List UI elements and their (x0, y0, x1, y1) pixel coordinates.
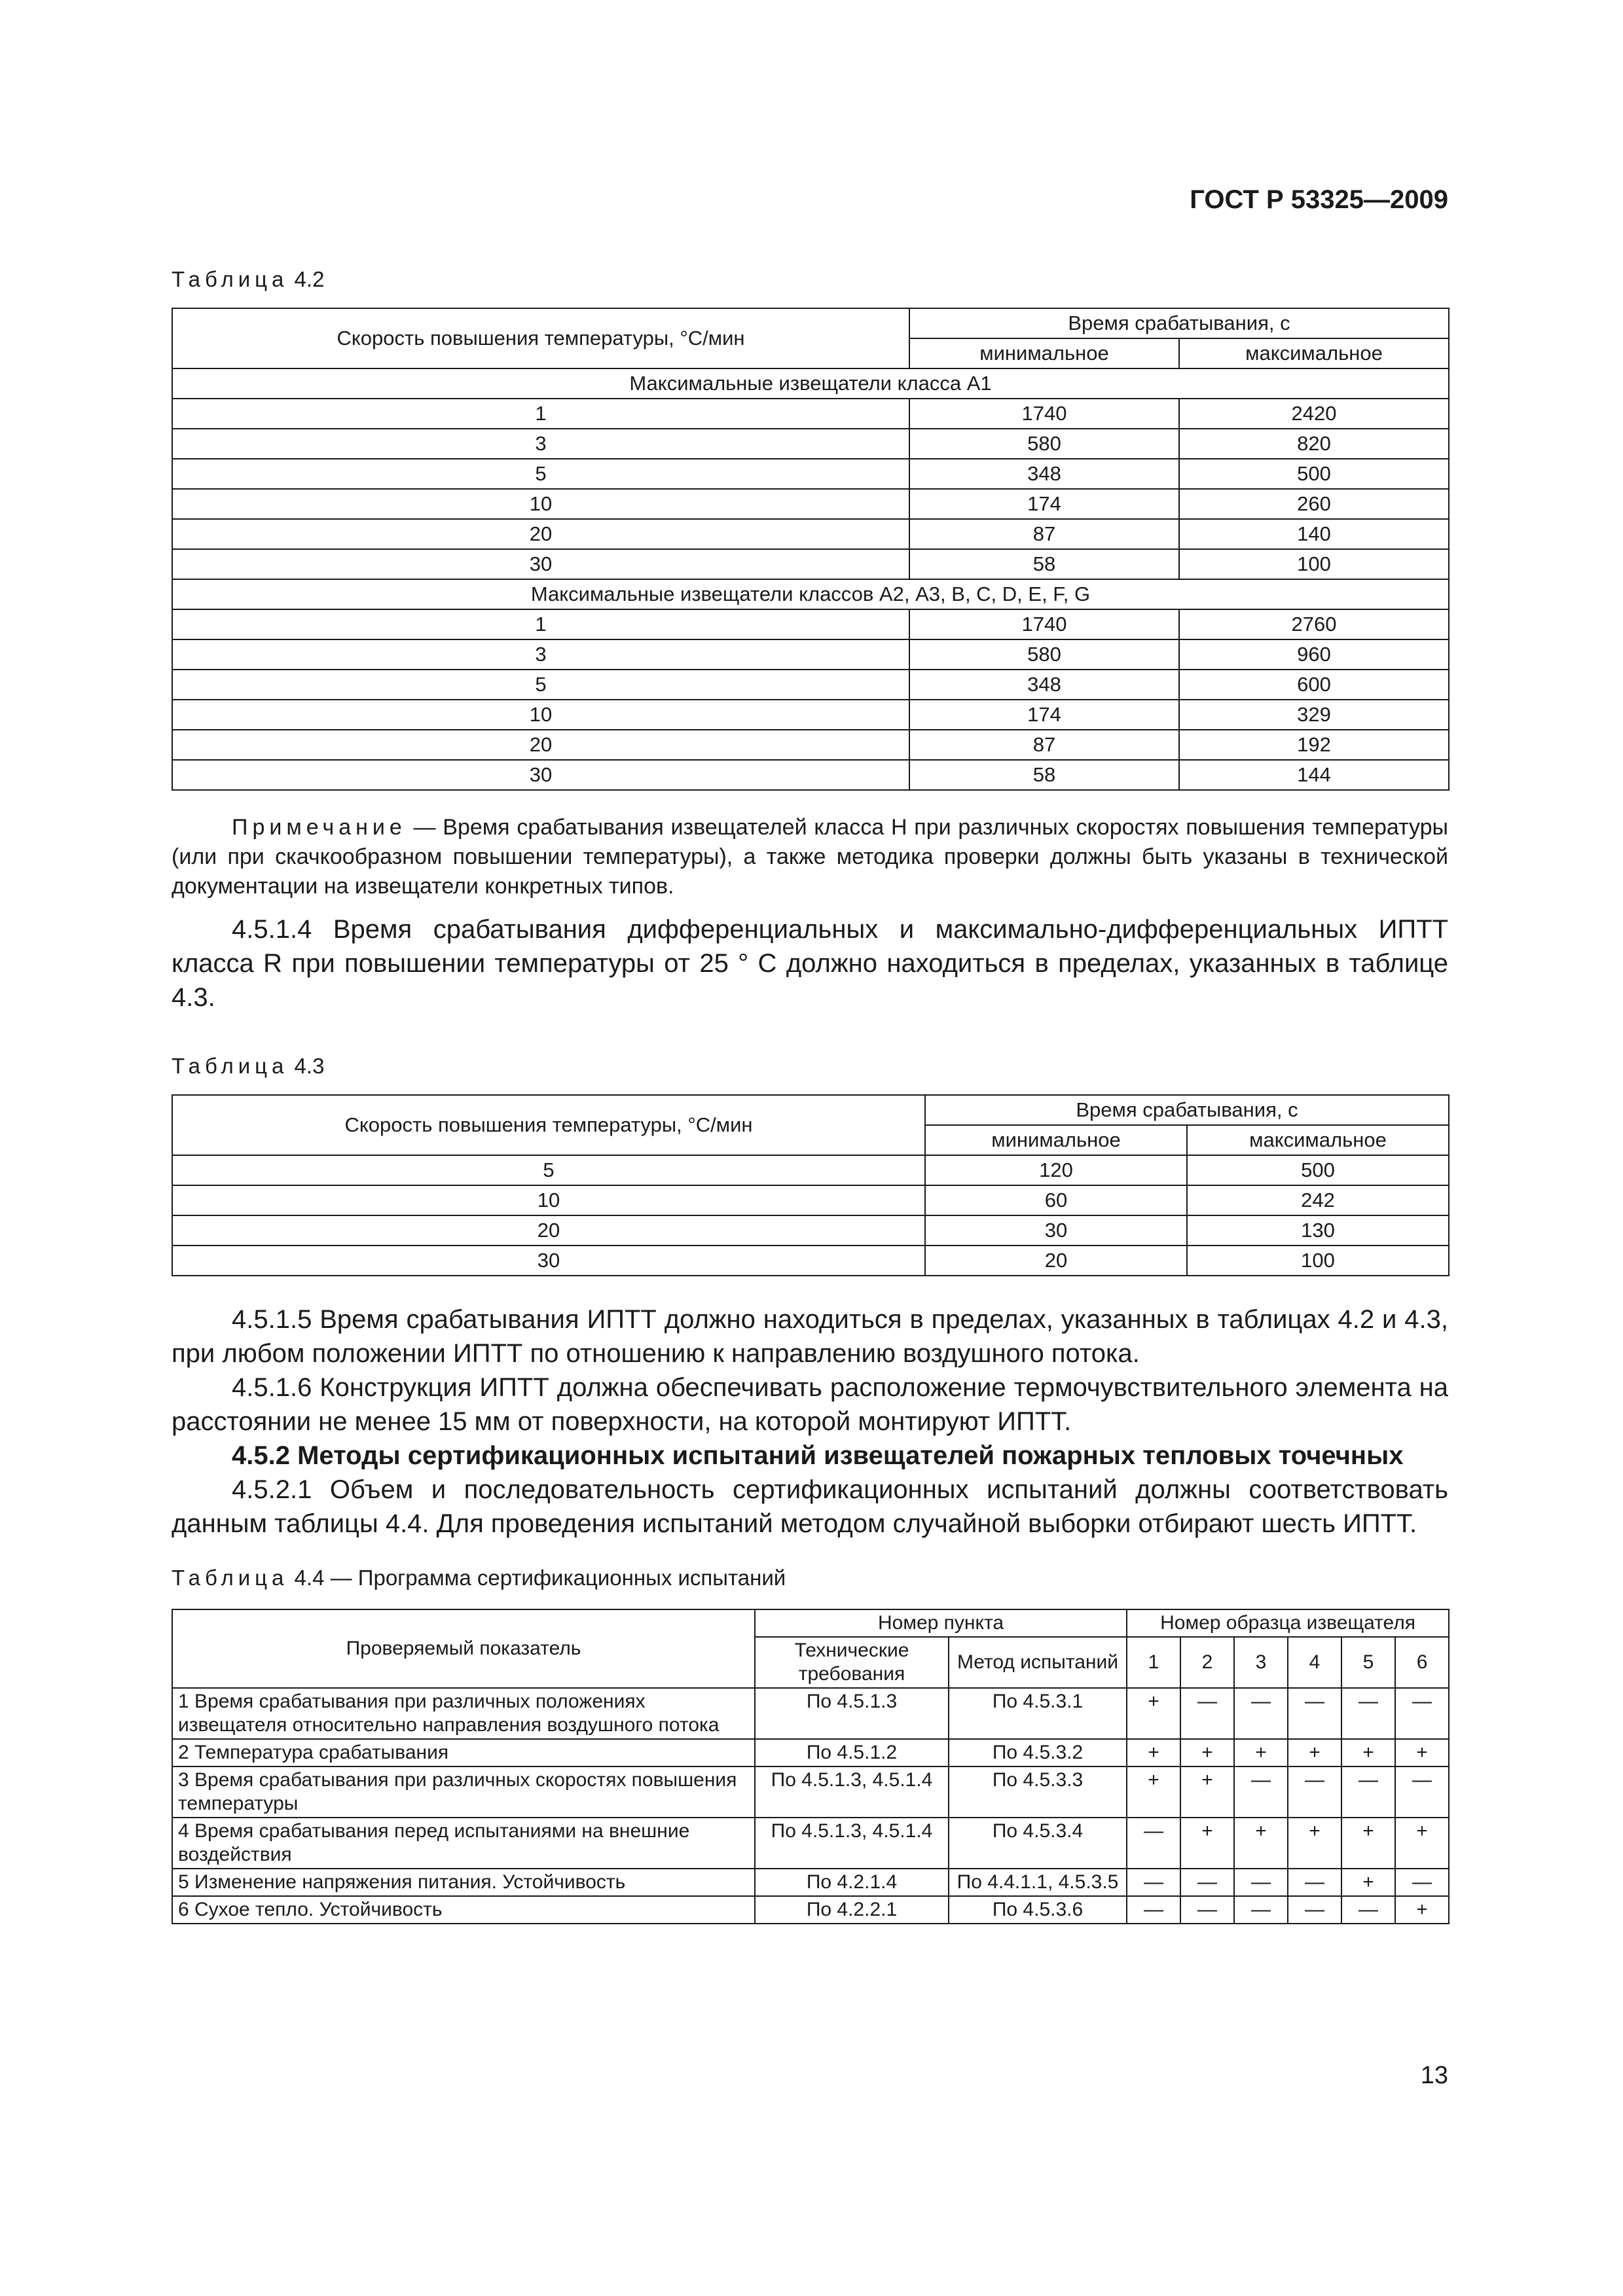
cell-sample-mark: + (1341, 1818, 1395, 1869)
group-row (172, 368, 1449, 399)
cell-sample-mark: — (1288, 1869, 1341, 1896)
paragraph-4-5-1-4: 4.5.1.4 Время срабатывания дифференциальных и максимально-дифференциальных ИПТТ класса R при повышении температуры от 25 ° С должно находиться в пределах, указанных в таблице 4.3. (172, 915, 1448, 1012)
cell-sample-mark: — (1341, 1688, 1395, 1739)
cell-sample-mark: — (1288, 1688, 1341, 1739)
cell-min-time: 60 (925, 1185, 1187, 1215)
cell-max-time: 192 (1179, 730, 1449, 760)
cell-max-time: 100 (1187, 1246, 1449, 1276)
cell-sample-mark: — (1288, 1767, 1341, 1818)
section-heading-4-5-2: 4.5.2 Методы сертификационных испытаний извещателей пожарных тепловых точечных (232, 1441, 1404, 1470)
cell-max-time: 144 (1179, 760, 1449, 790)
header-speed: Скорость повышения температуры, °С/мин (172, 1095, 925, 1155)
cell-max-time: 960 (1179, 639, 1449, 670)
cell-min-time: 87 (909, 730, 1179, 760)
cell-min-time: 1740 (909, 399, 1179, 429)
header-min: минимальное (925, 1125, 1187, 1155)
table-row (172, 459, 1449, 489)
table-row (172, 489, 1449, 519)
caption-label: Таблица (172, 1054, 289, 1078)
caption-label: Таблица (172, 1566, 289, 1590)
cell-sample-mark: — (1395, 1688, 1449, 1739)
cell-speed: 20 (172, 730, 909, 760)
cell-sample-mark: — (1234, 1688, 1288, 1739)
cell-test-method: По 4.5.3.2 (949, 1739, 1127, 1767)
cell-sample-mark: — (1127, 1818, 1180, 1869)
cell-speed: 30 (172, 549, 909, 579)
table-4-3-caption (172, 1054, 324, 1079)
cell-max-time: 329 (1179, 700, 1449, 730)
cell-sample-mark: + (1127, 1688, 1180, 1739)
caption-title: — Программа сертификационных испытаний (324, 1566, 786, 1590)
cell-test-method: По 4.5.3.3 (949, 1767, 1127, 1818)
cell-test-method: По 4.4.1.1, 4.5.3.5 (949, 1869, 1127, 1896)
header-response-time: Время срабатывания, с (909, 308, 1449, 338)
table-row (172, 639, 1449, 670)
group-label: Максимальные извещатели класса А1 (172, 368, 1449, 399)
cell-min-time: 348 (909, 459, 1179, 489)
header-test-method: Метод испытаний (949, 1637, 1127, 1688)
cell-speed: 1 (172, 399, 909, 429)
cell-min-time: 580 (909, 429, 1179, 459)
cell-min-time: 58 (909, 549, 1179, 579)
table-4-4 (172, 1609, 1450, 1924)
cell-speed: 5 (172, 670, 909, 700)
cell-speed: 20 (172, 519, 909, 549)
cell-indicator: 5 Изменение напряжения питания. Устойчивость (172, 1869, 755, 1896)
cell-sample-mark: + (1395, 1896, 1449, 1924)
cell-test-method: По 4.5.3.6 (949, 1896, 1127, 1924)
cell-sample-mark: + (1234, 1739, 1288, 1767)
cell-max-time: 140 (1179, 519, 1449, 549)
cell-sample-mark: — (1341, 1896, 1395, 1924)
cell-sample-mark: + (1341, 1869, 1395, 1896)
table-row (172, 1246, 1449, 1276)
cell-sample-mark: — (1341, 1767, 1395, 1818)
cell-sample-mark: — (1234, 1767, 1288, 1818)
table-row (172, 1688, 1449, 1739)
table-4-2-note (172, 813, 1448, 901)
cell-speed: 5 (172, 1155, 925, 1185)
note-label: Примечание (232, 815, 407, 840)
cell-test-method: По 4.5.3.1 (949, 1688, 1127, 1739)
cell-sample-mark: + (1127, 1739, 1180, 1767)
cell-indicator: 2 Температура срабатывания (172, 1739, 755, 1767)
table-row (172, 1215, 1449, 1246)
table-row (172, 1739, 1449, 1767)
cell-speed: 10 (172, 489, 909, 519)
header-max: максимальное (1179, 338, 1449, 368)
cell-sample-mark: + (1180, 1767, 1234, 1818)
cell-min-time: 174 (909, 700, 1179, 730)
paragraph-4-5-1-5: 4.5.1.5 Время срабатывания ИПТТ должно находиться в пределах, указанных в таблицах 4.2 и 4.3, при любом положении ИПТТ по отношению к направлению воздушного потока. (172, 1305, 1448, 1368)
header-sample-4: 4 (1288, 1637, 1341, 1688)
table-row (172, 1767, 1449, 1818)
table-header-row (172, 308, 1449, 338)
cell-sample-mark: — (1127, 1869, 1180, 1896)
header-min: минимальное (909, 338, 1179, 368)
cell-max-time: 820 (1179, 429, 1449, 459)
cell-tech-requirements: По 4.5.1.2 (755, 1739, 949, 1767)
cell-min-time: 1740 (909, 609, 1179, 639)
cell-sample-mark: + (1234, 1818, 1288, 1869)
cell-tech-requirements: По 4.2.1.4 (755, 1869, 949, 1896)
cell-sample-mark: + (1288, 1739, 1341, 1767)
cell-sample-mark: — (1180, 1896, 1234, 1924)
cell-sample-mark: + (1288, 1818, 1341, 1869)
table-row (172, 1818, 1449, 1869)
cell-min-time: 174 (909, 489, 1179, 519)
header-max: максимальное (1187, 1125, 1449, 1155)
cell-speed: 20 (172, 1215, 925, 1246)
cell-max-time: 2420 (1179, 399, 1449, 429)
cell-sample-mark: + (1395, 1818, 1449, 1869)
header-sample-2: 2 (1180, 1637, 1234, 1688)
cell-indicator: 3 Время срабатывания при различных скоростях повышения температуры (172, 1767, 755, 1818)
header-sample-3: 3 (1234, 1637, 1288, 1688)
cell-sample-mark: — (1180, 1688, 1234, 1739)
cell-speed: 5 (172, 459, 909, 489)
page-number: 13 (1420, 2062, 1448, 2089)
cell-tech-requirements: По 4.2.2.1 (755, 1896, 949, 1924)
header-sample-5: 5 (1341, 1637, 1395, 1688)
cell-sample-mark: + (1341, 1739, 1395, 1767)
table-row (172, 519, 1449, 549)
paragraph-4-5-1-6: 4.5.1.6 Конструкция ИПТТ должна обеспечивать расположение термочувствительного элемента на расстоянии не менее 15 мм от поверхности, на которой монтируют ИПТТ. (172, 1373, 1448, 1436)
cell-speed: 10 (172, 700, 909, 730)
cell-max-time: 130 (1187, 1215, 1449, 1246)
cell-max-time: 100 (1179, 549, 1449, 579)
table-row (172, 1185, 1449, 1215)
cell-sample-mark: + (1395, 1739, 1449, 1767)
table-row (172, 1896, 1449, 1924)
cell-sample-mark: + (1127, 1767, 1180, 1818)
table-row (172, 1869, 1449, 1896)
cell-min-time: 348 (909, 670, 1179, 700)
cell-min-time: 580 (909, 639, 1179, 670)
cell-max-time: 2760 (1179, 609, 1449, 639)
cell-speed: 30 (172, 760, 909, 790)
cell-min-time: 87 (909, 519, 1179, 549)
cell-max-time: 500 (1187, 1155, 1449, 1185)
document-code-header: ГОСТ Р 53325—2009 (1190, 185, 1448, 214)
table-header-row (172, 1095, 1449, 1125)
group-label: Максимальные извещатели классов А2, А3, В, С, D, Е, F, G (172, 579, 1449, 609)
caption-number: 4.3 (288, 1054, 325, 1078)
table-row (172, 399, 1449, 429)
table-row (172, 429, 1449, 459)
caption-number: 4.4 (288, 1566, 325, 1590)
header-tech-requirements: Технические требования (755, 1637, 949, 1688)
cell-test-method: По 4.5.3.4 (949, 1818, 1127, 1869)
paragraph-4-5-2-1: 4.5.2.1 Объем и последовательность сертификационных испытаний должны соответствовать данным таблицы 4.4. Для проведения испытаний методом случайной выборки отбирают шесть ИПТТ. (172, 1475, 1448, 1538)
table-header-row (172, 1609, 1449, 1637)
table-row (172, 1155, 1449, 1185)
cell-sample-mark: — (1288, 1896, 1341, 1924)
cell-sample-mark: — (1234, 1869, 1288, 1896)
cell-speed: 3 (172, 429, 909, 459)
cell-tech-requirements: По 4.5.1.3, 4.5.1.4 (755, 1818, 949, 1869)
table-4-4-caption (172, 1566, 786, 1590)
cell-indicator: 4 Время срабатывания перед испытаниями на внешние воздействия (172, 1818, 755, 1869)
table-row (172, 760, 1449, 790)
cell-sample-mark: — (1180, 1869, 1234, 1896)
cell-indicator: 1 Время срабатывания при различных положениях извещателя относительно направления воздушного потока (172, 1688, 755, 1739)
cell-sample-mark: + (1180, 1739, 1234, 1767)
cell-tech-requirements: По 4.5.1.3, 4.5.1.4 (755, 1767, 949, 1818)
cell-speed: 30 (172, 1246, 925, 1276)
header-sample-6: 6 (1395, 1637, 1449, 1688)
table-row (172, 670, 1449, 700)
cell-indicator: 6 Сухое тепло. Устойчивость (172, 1896, 755, 1924)
cell-sample-mark: — (1234, 1896, 1288, 1924)
cell-sample-mark: — (1395, 1869, 1449, 1896)
table-row (172, 609, 1449, 639)
cell-max-time: 260 (1179, 489, 1449, 519)
header-speed: Скорость повышения температуры, °С/мин (172, 308, 909, 368)
cell-min-time: 58 (909, 760, 1179, 790)
note-text: — Время срабатывания извещателей класса Н при различных скоростях повышения температуры (или при скачкообразном повышении температуры), а также методика проверки должны быть указаны в технической документации на извещатели конкретных типов. (172, 815, 1448, 899)
table-row (172, 549, 1449, 579)
cell-max-time: 600 (1179, 670, 1449, 700)
cell-min-time: 120 (925, 1155, 1187, 1185)
cell-tech-requirements: По 4.5.1.3 (755, 1688, 949, 1739)
caption-label: Таблица (172, 267, 289, 291)
cell-sample-mark: — (1395, 1767, 1449, 1818)
cell-speed: 3 (172, 639, 909, 670)
caption-number: 4.2 (288, 267, 325, 291)
table-4-3 (172, 1094, 1450, 1276)
cell-max-time: 242 (1187, 1185, 1449, 1215)
header-indicator: Проверяемый показатель (172, 1609, 755, 1688)
cell-sample-mark: + (1180, 1818, 1234, 1869)
cell-speed: 1 (172, 609, 909, 639)
table-row (172, 700, 1449, 730)
header-sample-number: Номер образца извещателя (1127, 1609, 1449, 1637)
table-4-2 (172, 308, 1450, 791)
header-response-time: Время срабатывания, с (925, 1095, 1449, 1125)
cell-min-time: 30 (925, 1215, 1187, 1246)
cell-sample-mark: — (1127, 1896, 1180, 1924)
cell-speed: 10 (172, 1185, 925, 1215)
group-row (172, 579, 1449, 609)
header-sample-1: 1 (1127, 1637, 1180, 1688)
table-4-2-caption (172, 267, 324, 292)
cell-max-time: 500 (1179, 459, 1449, 489)
header-clause-number: Номер пункта (755, 1609, 1127, 1637)
table-row (172, 730, 1449, 760)
cell-min-time: 20 (925, 1246, 1187, 1276)
